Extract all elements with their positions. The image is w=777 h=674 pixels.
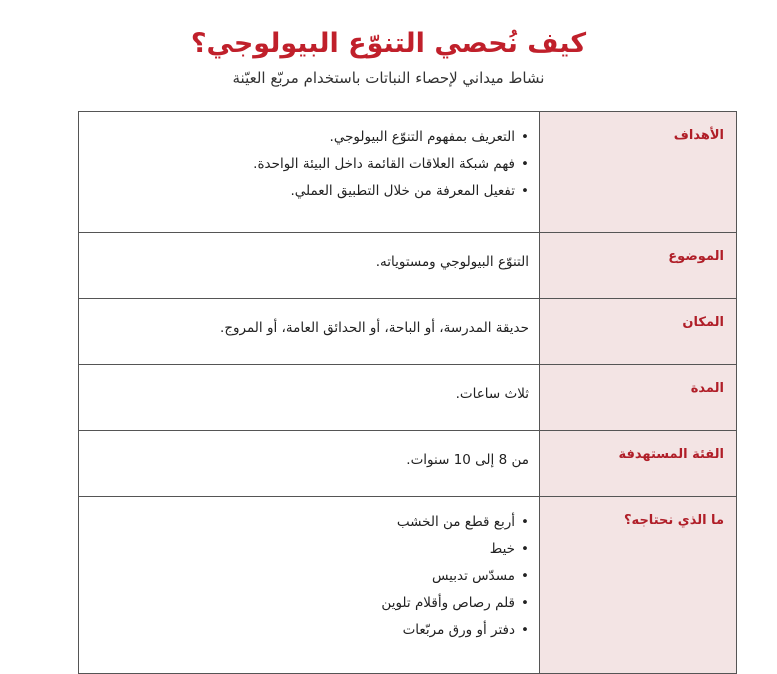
list-item: • خيط [89, 536, 529, 563]
duration-value [79, 365, 540, 431]
place-value [79, 299, 540, 365]
topic-value [79, 233, 540, 299]
topic-text: التنوّع البيولوجي ومستوياته. [375, 254, 529, 270]
needs-value [79, 497, 540, 674]
list-item: • فهم شبكة العلاقات القائمة داخل البيئة الواحدة. [89, 151, 529, 178]
row-goals [79, 112, 737, 233]
goals-value [79, 112, 540, 233]
row-duration [79, 365, 737, 431]
audience-text: من 8 إلى 10 سنوات. [406, 452, 529, 468]
goals-label: الأهداف [540, 112, 737, 233]
list-item: • مسدّس تدبيس [89, 563, 529, 590]
list-item: • دفتر أو ورق مربّعات [89, 617, 529, 644]
page-subtitle: نشاط ميداني لإحصاء النباتات باستخدام مربّع العيّنة [232, 69, 545, 87]
topic-label: الموضوع [540, 233, 737, 299]
activity-info-table [78, 111, 737, 674]
audience-label: الفئة المستهدفة [540, 431, 737, 497]
place-label: المكان [540, 299, 737, 365]
needs-label: ما الذي نحتاجه؟ [540, 497, 737, 674]
place-text: حديقة المدرسة، أو الباحة، أو الحدائق العامة، أو المروج. [220, 320, 529, 336]
row-audience [79, 431, 737, 497]
list-item: • تفعيل المعرفة من خلال التطبيق العملي. [89, 178, 529, 205]
list-item: • قلم رصاص وأقلام تلوين [89, 590, 529, 617]
row-place [79, 299, 737, 365]
list-item: • التعريف بمفهوم التنوّع البيولوجي. [89, 124, 529, 151]
row-needs [79, 497, 737, 674]
duration-text: ثلاث ساعات. [455, 386, 529, 402]
row-topic [79, 233, 737, 299]
goals-list [89, 124, 529, 205]
needs-list [89, 509, 529, 644]
page-title: كيف نُحصي التنوّع البيولوجي؟ [190, 28, 587, 59]
audience-value [79, 431, 540, 497]
list-item: • أربع قطع من الخشب [89, 509, 529, 536]
duration-label: المدة [540, 365, 737, 431]
